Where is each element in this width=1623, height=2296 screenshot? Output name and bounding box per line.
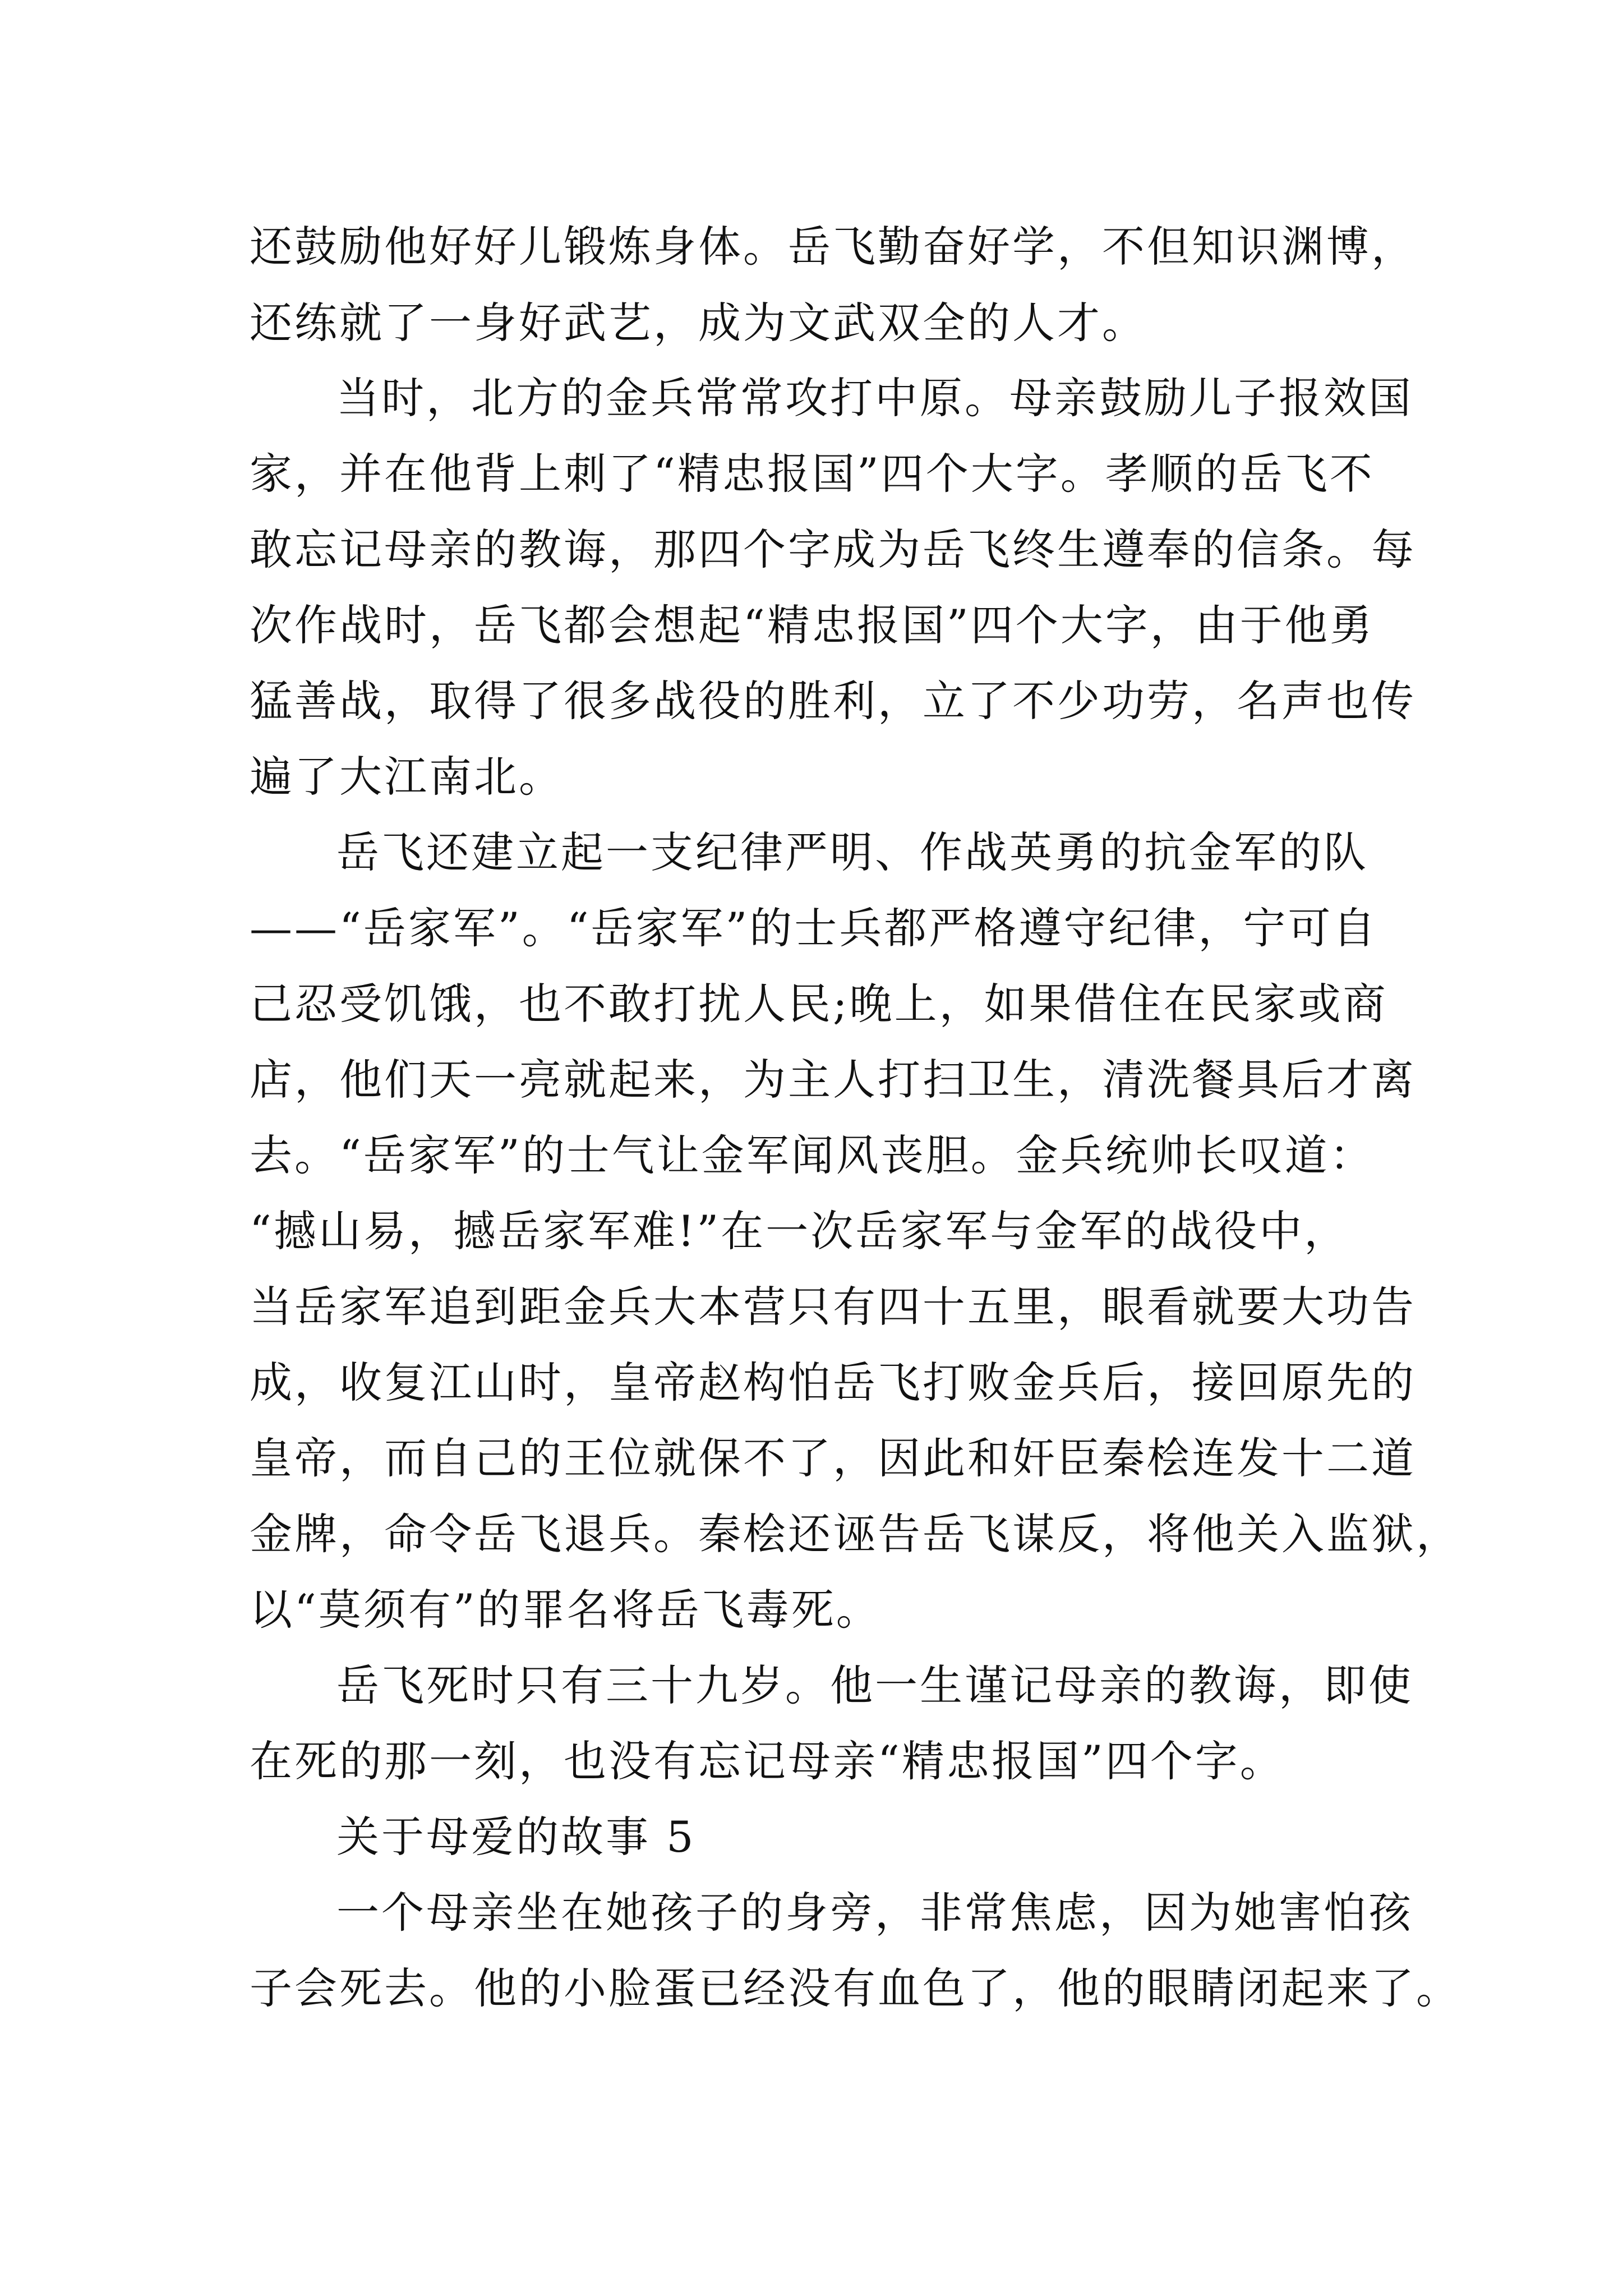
text-line: 次作战时，岳飞都会想起“精忠报国”四个大字，由于他勇: [250, 600, 1375, 650]
text-line: 还练就了一身好武艺，成为文武双全的人才。: [250, 298, 1147, 348]
text-line: 猛善战，取得了很多战役的胜利，立了不少功劳，名声也传: [250, 676, 1416, 726]
text-line: 敢忘记母亲的教诲，那四个字成为岳飞终生遵奉的信条。每: [250, 524, 1416, 574]
text-line: 店，他们天一亮就起来，为主人打扫卫生，清洗餐具后才离: [250, 1055, 1416, 1105]
text-line: 遍了大江南北。: [250, 752, 564, 802]
paragraph-start: 一个母亲坐在她孩子的身旁，非常焦虑，因为她害怕孩: [336, 1888, 1413, 1938]
text-line: 金牌，命令岳飞退兵。秦桧还诬告岳飞谋反，将他关入监狱，: [250, 1509, 1461, 1559]
text-line: 当岳家军追到距金兵大本营只有四十五里，眼看就要大功告: [250, 1282, 1416, 1332]
paragraph-start: 岳飞还建立起一支纪律严明、作战英勇的抗金军的队: [336, 827, 1368, 877]
paragraph-start: 当时，北方的金兵常常攻打中原。母亲鼓励儿子报效国: [336, 373, 1413, 423]
text-line: 皇帝，而自己的王位就保不了，因此和奸臣秦桧连发十二道: [250, 1433, 1416, 1483]
text-line: 己忍受饥饿，也不敢打扰人民;晚上，如果借住在民家或商: [250, 979, 1388, 1029]
text-line: 以“莫须有”的罪名将岳飞毒死。: [250, 1585, 881, 1635]
text-line: 子会死去。他的小脸蛋已经没有血色了，他的眼睛闭起来了。: [250, 1963, 1461, 2013]
section-heading: 关于母爱的故事 5: [336, 1812, 696, 1862]
text-line: 成，收复江山时，皇帝赵构怕岳飞打败金兵后，接回原先的: [250, 1358, 1416, 1407]
text-line: 家，并在他背上刺了“精忠报国”四个大字。孝顺的岳飞不: [250, 449, 1375, 499]
paragraph-start: 岳飞死时只有三十九岁。他一生谨记母亲的教诲，即使: [336, 1660, 1413, 1710]
text-line: “撼山易，撼岳家军难!”在一次岳家军与金军的战役中，: [250, 1206, 1349, 1256]
text-line: 还鼓励他好好儿锻炼身体。岳飞勤奋好学，不但知识渊博，: [250, 222, 1416, 272]
text-line: ——“岳家军”。“岳家军”的士兵都严格遵守纪律，宁可自: [250, 903, 1378, 953]
text-line: 在死的那一刻，也没有忘记母亲“精忠报国”四个字。: [250, 1736, 1285, 1786]
text-line: 去。“岳家军”的士气让金军闻风丧胆。金兵统帅长叹道：: [250, 1130, 1375, 1180]
